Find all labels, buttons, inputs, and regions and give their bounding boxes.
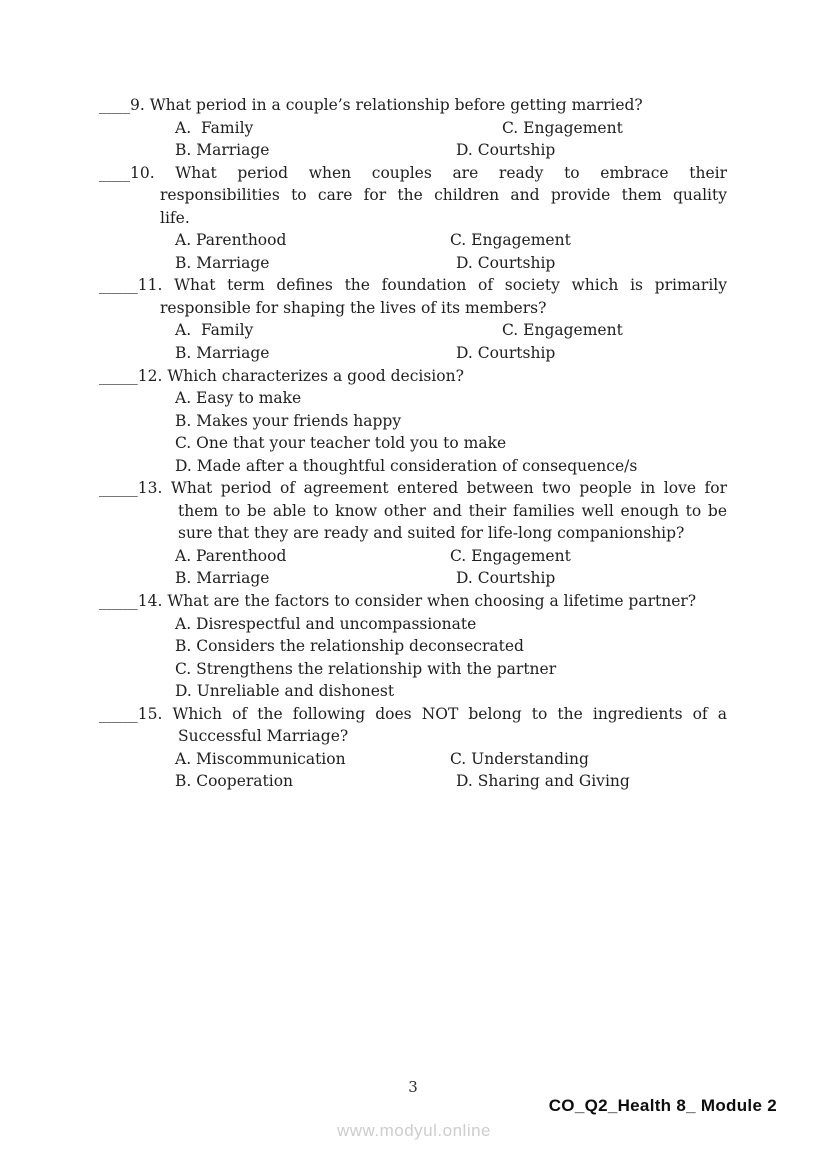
option-left: C. One that your teacher told you to make xyxy=(175,434,507,453)
option-left: A. Family xyxy=(175,118,254,137)
option-row xyxy=(99,635,727,658)
question-continuation-line: sure that they are ready and suited for life-long companionship? xyxy=(178,524,685,543)
question-continuation-line: responsibilities to care for the children and provide them quality xyxy=(160,186,727,205)
question-12 xyxy=(99,365,727,478)
question-first-line: _____13. What period of agreement entered between two people in love for xyxy=(99,479,727,498)
option-row xyxy=(99,680,727,703)
question-continuation-line: responsible for shaping the lives of its members? xyxy=(160,298,547,317)
option-left: B. Marriage xyxy=(175,253,270,272)
question-14 xyxy=(99,590,727,703)
option-right: C. Engagement xyxy=(502,321,623,340)
option-right: D. Courtship xyxy=(456,253,556,272)
option-left: D. Unreliable and dishonest xyxy=(175,682,395,701)
question-first-line: _____11. What term defines the foundation of society which is primarily xyxy=(99,276,727,295)
module-label: CO_Q2_Health 8_ Module 2 xyxy=(548,1096,777,1115)
option-left: C. Strengthens the relationship with the partner xyxy=(175,659,557,678)
option-left: B. Cooperation xyxy=(175,772,294,791)
question-first-line: ____9. What period in a couple’s relationship before getting married? xyxy=(99,96,643,114)
option-row xyxy=(99,432,727,455)
option-left: A. Disrespectful and uncompassionate xyxy=(175,614,477,633)
option-left: B. Considers the relationship deconsecrated xyxy=(175,637,524,656)
option-left: A. Parenthood xyxy=(175,546,287,565)
option-row xyxy=(99,229,727,252)
page-number: 3 xyxy=(408,1078,418,1096)
option-row xyxy=(99,319,727,342)
option-right: C. Engagement xyxy=(450,231,571,250)
option-row xyxy=(99,770,727,793)
option-right: D. Courtship xyxy=(456,569,556,588)
option-row xyxy=(99,139,727,162)
question-first-line: _____12. Which characterizes a good decision? xyxy=(99,366,464,385)
question-continuation-line: life. xyxy=(160,208,190,227)
option-row xyxy=(99,567,727,590)
option-row xyxy=(99,658,727,681)
question-11 xyxy=(99,274,727,364)
question-10 xyxy=(99,162,727,275)
option-right: D. Courtship xyxy=(456,344,556,363)
quiz-questions xyxy=(99,94,727,793)
option-right: D. Courtship xyxy=(456,141,556,160)
question-first-line: _____15. Which of the following does NOT belong to the ingredients of a xyxy=(99,704,727,723)
option-row xyxy=(99,342,727,365)
option-left: A. Family xyxy=(175,321,254,340)
question-9 xyxy=(99,94,727,162)
option-row xyxy=(99,410,727,433)
option-left: B. Makes your friends happy xyxy=(175,411,402,430)
option-row xyxy=(99,545,727,568)
option-row xyxy=(99,748,727,771)
option-right: C. Understanding xyxy=(450,749,589,768)
option-right: C. Engagement xyxy=(502,118,623,137)
option-row xyxy=(99,117,727,140)
option-left: B. Marriage xyxy=(175,344,270,363)
option-right: D. Sharing and Giving xyxy=(456,772,630,791)
question-first-line: ____10. What period when couples are ready to embrace their xyxy=(99,163,727,182)
question-first-line: _____14. What are the factors to consider when choosing a lifetime partner? xyxy=(99,592,697,611)
question-15 xyxy=(99,703,727,793)
question-13 xyxy=(99,477,727,590)
option-row xyxy=(99,252,727,275)
option-right: C. Engagement xyxy=(450,546,571,565)
option-left: A. Parenthood xyxy=(175,231,287,250)
option-left: A. Easy to make xyxy=(175,389,302,408)
watermark-text: www.modyul.online xyxy=(337,1121,492,1140)
option-left: D. Made after a thoughtful consideration of consequence/s xyxy=(175,456,638,475)
option-row xyxy=(99,455,727,478)
question-continuation-line: Successful Marriage? xyxy=(178,727,349,746)
option-row xyxy=(99,613,727,636)
question-continuation-line: them to be able to know other and their families well enough to be xyxy=(178,501,727,520)
option-row xyxy=(99,387,727,410)
option-left: B. Marriage xyxy=(175,569,270,588)
option-left: A. Miscommunication xyxy=(175,749,346,768)
option-left: B. Marriage xyxy=(175,141,270,160)
